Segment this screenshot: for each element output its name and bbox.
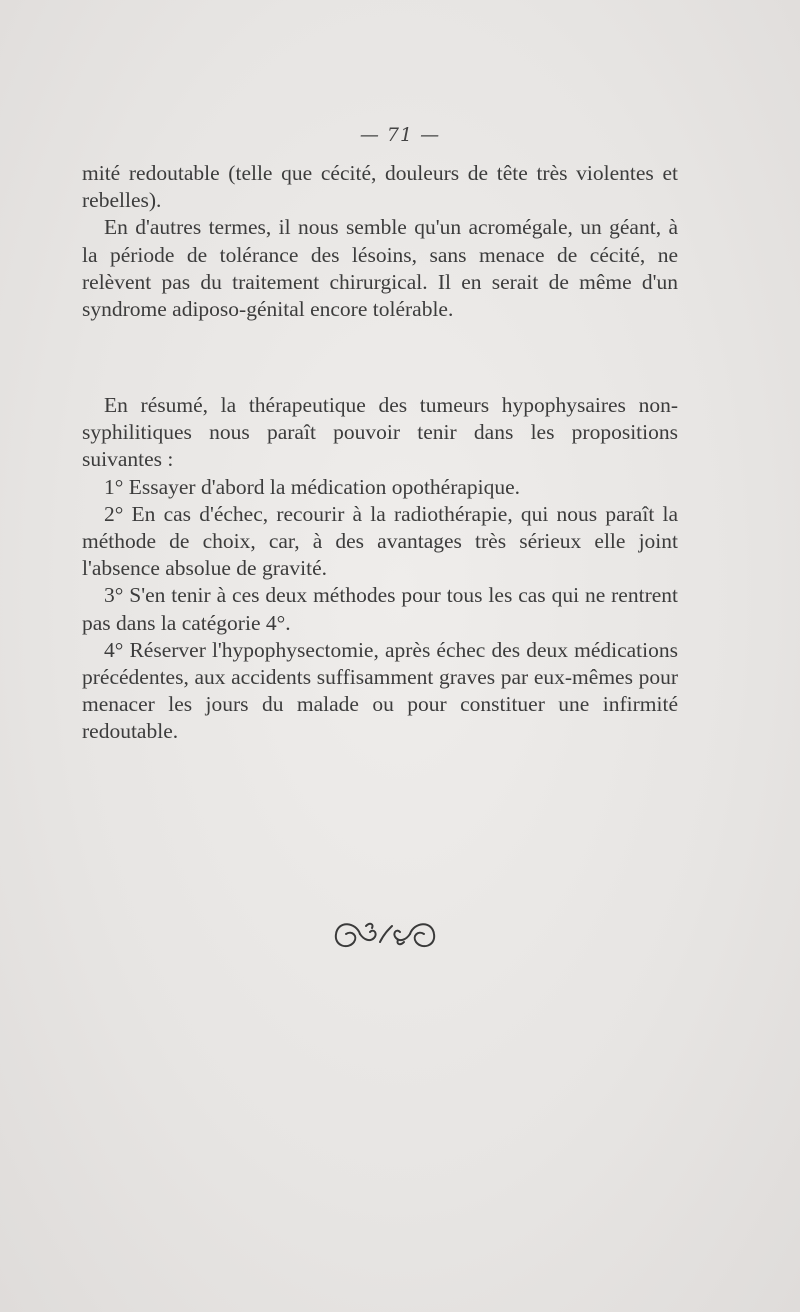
text-block-top: [82, 160, 678, 323]
page-number: — 71 —: [359, 124, 441, 146]
list-item: 1° Essayer d'abord la médication opothérapique.: [104, 474, 521, 499]
list-item: 4° Réserver l'hypophysectomie, après échec des deux médications précédentes, aux accidents suffisamment graves par eux-mêmes pour menacer les jours du malade ou pour constituer une infirmité redoutable.: [82, 637, 678, 744]
text-block-bottom: [82, 392, 678, 746]
paragraph-summary: En résumé, la thérapeutique des tumeurs hypophysaires non-syphilitiques nous paraît pouvoir tenir dans les propositions suivantes :: [82, 393, 678, 472]
fleuron-ornament-icon: [330, 912, 440, 956]
list-item: 3° S'en tenir à ces deux méthodes pour tous les cas qui ne rentrent pas dans la catégorie 4°.: [82, 583, 678, 635]
paragraph: En d'autres termes, il nous semble qu'un acromégale, un géant, à la période de tolérance des lésoins, sans menace de cécité, ne relèvent pas du traitement chirurgical. Il en serait de même d'un syndrome adiposo-génital encore tolérable.: [82, 215, 678, 322]
paragraph: mité redoutable (telle que cécité, douleurs de tête très violentes et rebelles).: [82, 161, 678, 213]
list-item: 2° En cas d'échec, recourir à la radiothérapie, qui nous paraît la méthode de choix, car, à des avantages très sérieux elle joint l'absence absolue de gravité.: [82, 501, 678, 581]
